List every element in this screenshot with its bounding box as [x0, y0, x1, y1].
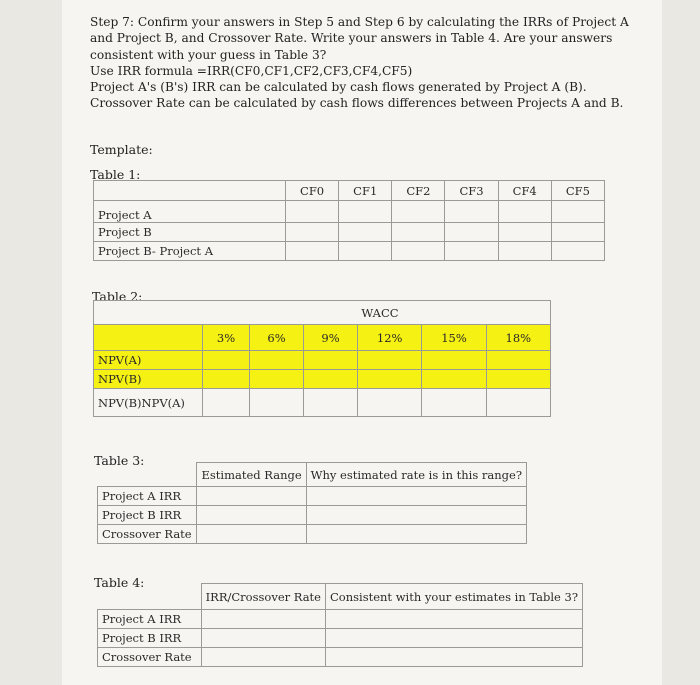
wacc-rate: 18%: [486, 325, 550, 351]
table1-header: CF2: [392, 181, 445, 201]
table-2: [93, 300, 551, 417]
table4-cell[interactable]: [201, 629, 325, 648]
instruction-line: Project A's (B's) IRR can be calculated by cash flows generated by Project A (B).: [90, 80, 587, 95]
table2-cell[interactable]: [250, 351, 304, 370]
template-label: Template:: [90, 142, 153, 157]
table1-header: CF3: [445, 181, 498, 201]
table4-cell[interactable]: [325, 629, 582, 648]
table1-header: CF0: [286, 181, 339, 201]
table3-row-label: Project B IRR: [98, 506, 197, 525]
table2-cell[interactable]: [486, 370, 550, 389]
instruction-line: Step 7: Confirm your answers in Step 5 and Step 6 by calculating the IRRs of Project A: [90, 15, 629, 29]
table2-cell[interactable]: [203, 351, 250, 370]
table1-cell[interactable]: [445, 223, 498, 242]
table4-row-label: Project B IRR: [98, 629, 202, 648]
table1-cell[interactable]: [445, 201, 498, 223]
table1-header: CF4: [498, 181, 551, 201]
table1-cell[interactable]: [445, 242, 498, 261]
table2-cell[interactable]: [422, 351, 486, 370]
table4-label: Table 4:: [94, 575, 145, 590]
table3-cell[interactable]: [197, 525, 306, 544]
table2-cell[interactable]: [486, 351, 550, 370]
instructions: [90, 14, 650, 112]
table2-label: Table 2:: [92, 289, 143, 304]
table2-cell[interactable]: [486, 389, 550, 417]
instruction-line: consistent with your guess in Table 3?: [90, 47, 327, 62]
table1-cell[interactable]: [498, 242, 551, 261]
table-1: [93, 180, 605, 261]
instruction-line: Crossover Rate can be calculated by cash flows differences between Projects A and B.: [90, 96, 624, 111]
wacc-rate: 12%: [358, 325, 422, 351]
table2-cell[interactable]: [358, 370, 422, 389]
table4-header: IRR/Crossover Rate: [201, 584, 325, 610]
table2-cell[interactable]: [304, 370, 358, 389]
table4-row-label: Crossover Rate: [98, 648, 202, 667]
table1-cell[interactable]: [392, 223, 445, 242]
table3-cell[interactable]: [197, 487, 306, 506]
table1-cell[interactable]: [551, 201, 604, 223]
table2-cell[interactable]: [203, 370, 250, 389]
table2-cell[interactable]: [304, 351, 358, 370]
instruction-line: Use IRR formula =IRR(CF0,CF1,CF2,CF3,CF4,CF5): [90, 63, 413, 78]
table2-row-label: NPV(B): [94, 370, 203, 389]
table1-cell[interactable]: [286, 242, 339, 261]
table1-row-label: Project B: [94, 223, 286, 242]
table2-cell[interactable]: [422, 370, 486, 389]
table1-cell[interactable]: [551, 242, 604, 261]
table2-cell[interactable]: [422, 389, 486, 417]
worksheet-page: [62, 0, 662, 685]
table1-cell[interactable]: [339, 242, 392, 261]
table1-header: CF5: [551, 181, 604, 201]
table4-corner: [98, 584, 202, 610]
table1-header: CF1: [339, 181, 392, 201]
table1-cell[interactable]: [286, 223, 339, 242]
table-3: [97, 462, 527, 544]
table-4: [97, 583, 583, 667]
table3-header: Why estimated rate is in this range?: [306, 463, 526, 487]
wacc-header: WACC: [94, 301, 551, 325]
table1-corner: [94, 181, 286, 201]
table3-row-label: Crossover Rate: [98, 525, 197, 544]
table4-cell[interactable]: [201, 648, 325, 667]
wacc-rate: 6%: [250, 325, 304, 351]
table4-cell[interactable]: [325, 648, 582, 667]
table4-cell[interactable]: [325, 610, 582, 629]
table2-cell[interactable]: [250, 389, 304, 417]
table3-corner: [98, 463, 197, 487]
wacc-rate: 3%: [203, 325, 250, 351]
table1-row-label: Project B- Project A: [94, 242, 286, 261]
table3-cell[interactable]: [306, 506, 526, 525]
table1-cell[interactable]: [339, 201, 392, 223]
table1-cell[interactable]: [392, 201, 445, 223]
table3-cell[interactable]: [306, 487, 526, 506]
table2-row-label: NPV(B)NPV(A): [94, 389, 203, 417]
table2-cell[interactable]: [358, 351, 422, 370]
table1-cell[interactable]: [392, 242, 445, 261]
table2-corner: [94, 325, 203, 351]
instruction-line: and Project B, and Crossover Rate. Write your answers in Table 4. Are your answers: [90, 31, 613, 46]
table1-cell[interactable]: [286, 201, 339, 223]
table2-cell[interactable]: [250, 370, 304, 389]
table1-cell[interactable]: [339, 223, 392, 242]
table1-cell[interactable]: [551, 223, 604, 242]
table3-cell[interactable]: [197, 506, 306, 525]
table4-cell[interactable]: [201, 610, 325, 629]
table1-cell[interactable]: [498, 201, 551, 223]
table2-row-label: NPV(A): [94, 351, 203, 370]
table3-header: Estimated Range: [197, 463, 306, 487]
table2-cell[interactable]: [358, 389, 422, 417]
table3-cell[interactable]: [306, 525, 526, 544]
wacc-rate: 9%: [304, 325, 358, 351]
table2-cell[interactable]: [304, 389, 358, 417]
table4-header: Consistent with your estimates in Table 3?: [325, 584, 582, 610]
table2-cell[interactable]: [203, 389, 250, 417]
table1-label: Table 1:: [90, 167, 141, 182]
table1-cell[interactable]: [498, 223, 551, 242]
wacc-rate: 15%: [422, 325, 486, 351]
table3-row-label: Project A IRR: [98, 487, 197, 506]
table3-label: Table 3:: [94, 453, 145, 468]
table4-row-label: Project A IRR: [98, 610, 202, 629]
table1-row-label: Project A: [94, 201, 286, 223]
